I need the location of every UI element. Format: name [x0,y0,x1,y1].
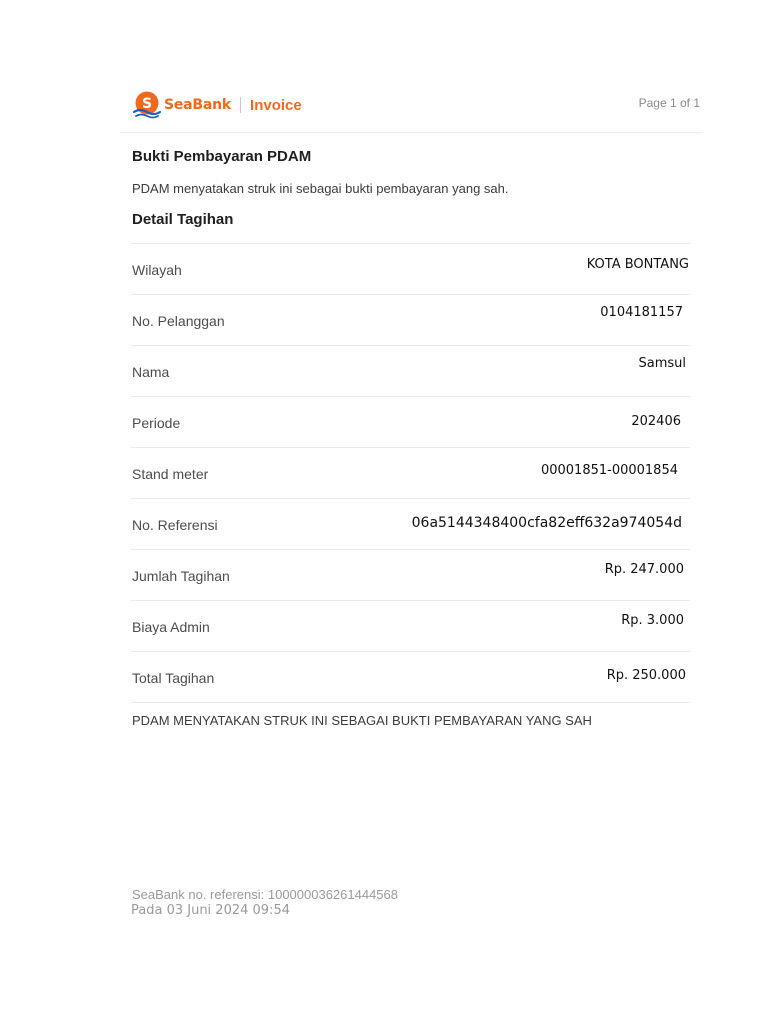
row-jumlah-tagihan [131,550,690,601]
row-total-tagihan [131,652,690,703]
row-value: Samsul [638,356,686,371]
row-value: Rp. 247.000 [604,562,684,577]
transaction-date: Pada 03 Juni 2024 09:54 [131,903,290,918]
row-label: Wilayah [132,262,182,278]
row-no-referensi [131,499,690,550]
bill-details-table [131,243,690,703]
row-label: Stand meter [132,466,209,482]
row-label: No. Pelanggan [132,313,225,329]
svg-text:S: S [141,96,153,112]
row-periode [131,397,690,448]
brand-name: SeaBank [164,97,232,113]
section-title: Detail Tagihan [132,211,234,228]
row-value: 202406 [631,414,681,429]
row-value: Rp. 3.000 [621,613,684,628]
row-label: Biaya Admin [132,619,210,635]
document-type: Invoice [250,96,302,114]
row-nama [131,346,690,397]
row-no-pelanggan [131,295,690,346]
page-indicator: Page 1 of 1 [638,96,700,110]
row-wilayah [131,244,690,295]
row-value: Rp. 250.000 [606,668,686,683]
row-biaya-admin [131,601,690,652]
brand-divider [240,97,241,113]
receipt-title: Bukti Pembayaran PDAM [132,148,312,165]
row-stand-meter [131,448,690,499]
row-label: No. Referensi [132,517,218,533]
row-value: 06a5144348400cfa82eff632a974054d [411,515,682,531]
seabank-reference: SeaBank no. referensi: 100000036261444568 [132,887,398,902]
validity-note: PDAM MENYATAKAN STRUK INI SEBAGAI BUKTI PEMBAYARAN YANG SAH [132,713,592,728]
row-value: 0104181157 [600,305,683,320]
row-value: 00001851-00001854 [540,463,678,478]
seabank-logo [132,90,302,120]
row-label: Total Tagihan [132,670,215,686]
row-label: Jumlah Tagihan [132,568,230,584]
row-label: Periode [132,415,181,431]
receipt-subtitle: PDAM menyatakan struk ini sebagai bukti pembayaran yang sah. [132,181,509,196]
seabank-logo-icon [132,90,162,120]
row-value: KOTA BONTANG [586,257,689,272]
invoice-header [120,86,702,133]
row-label: Nama [132,364,170,380]
